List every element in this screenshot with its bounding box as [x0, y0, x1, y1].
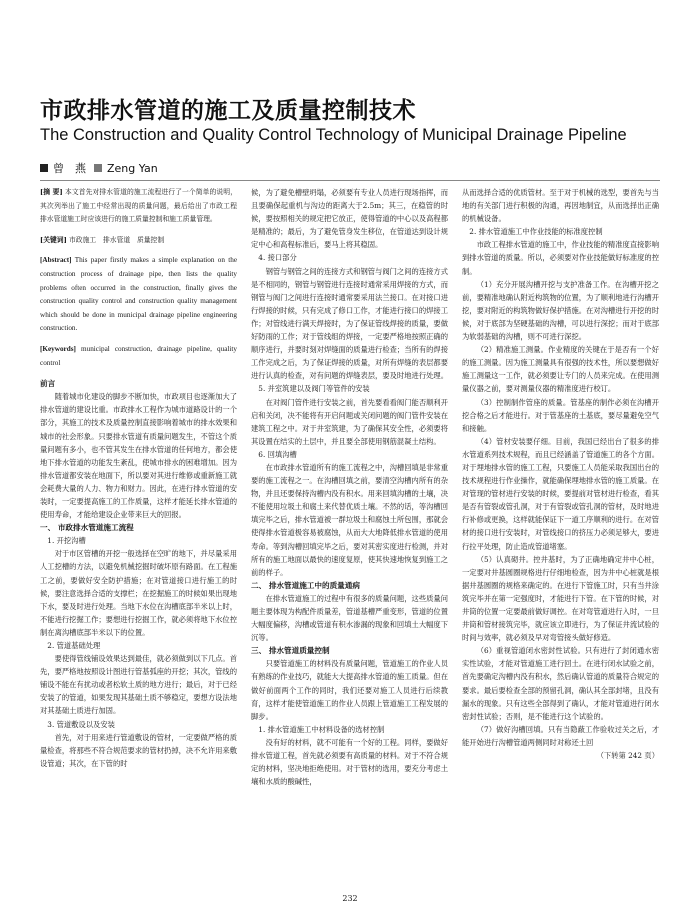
subsection-heading: 6. 回填沟槽 — [258, 449, 297, 459]
abstract-cn: [摘 要] 本文首先对排水管道的施工流程进行了一个简单的说明，其次列举出了施工中经常出现的质量问题，最后给出了市政工程排水管道施工时应该进行的施工质量控制和施工质量管理。 — [40, 188, 237, 224]
section-heading: 三、 排水管道质量控制 — [251, 646, 330, 656]
header-divider — [40, 180, 660, 181]
subsection-heading: 5. 并室筑建以及阀门等管件的安装 — [258, 384, 370, 394]
list-item: （1）充分开展沟槽开挖与支护准备工作。在沟槽开挖之前，要精准地确认附近构筑物的位置，为了顺利地进行沟槽开挖，要对附近的构筑物做好保护措施。在对沟槽进行开挖的时候，对于底部为坚硬基础的沟槽，可以进行深挖；而对于底部为软弱基础的沟槽，则不可进行深挖。 — [462, 279, 659, 342]
paragraph: 要使得管线铺设效果达到最佳，就必须做到以下几点。首先，要严格地按照设计图进行管基弧座的开挖；其次，管线的铺设不能在有扰动或者松软土质的地方进行；最后，对于已经安装了的管道，如果发现其基础土质不够稳定，要想方设法地对其基础土质进行加固。 — [40, 654, 237, 716]
paragraph: 在市政排水管道所有的施工流程之中，沟槽回填是非常重要的施工流程之一。在沟槽回填之前，要清空沟槽内所有的杂物，并且还要保持沟槽内没有积水。用来回填沟槽的土壤，决不能使用垃圾土和腐土来代替优质土壤。不然的话，等沟槽回填完毕之后，排水管道被一群垃圾土和腐蚀土所包围，那就会使得排水管道极容易被腐蚀，从而大大地降低排水管道的使用寿命。等到沟槽回填完毕之后，要对其密实度进行检测，并对所有的施工地面以最快的速度复原，使其快速地恢复到施工之前的样子。 — [251, 462, 448, 577]
author-cn: 曾 燕 — [53, 162, 86, 175]
section-heading: 一、 市政排水管道施工流程 — [40, 523, 134, 533]
subsection-heading: 4. 接口部分 — [258, 253, 297, 263]
page-number: 232 — [342, 894, 358, 903]
list-item: （7）做好沟槽回填。只有当隐蔽工作验收过关之后，才能开始进行沟槽管道两侧同时对称还土回 — [462, 724, 659, 747]
keywords-en: [Keywords] municipal construction, drainage pipeline, quality control — [40, 344, 237, 367]
paragraph: 在排水管道施工的过程中有很多的质量问题，这些质量问题主要体现为构配件质量差，管道基槽严重变形，管道的位置大幅度偏移，沟槽或管道有积水渗漏的现象和回填土大幅度下沉等。 — [251, 593, 448, 643]
list-item: （4）管材安装要仔细。目前，我国已经出台了很多的排水管道系列技术规程，而且已经涵盖了管道施工的各个方面。对于埋地排水管的施工工程，只要施工人员能采取我国出台的技术规程进行作业操作，就能确保埋地排水管的施工质量。在对管现的管材进行安装的时候，要提前对管材进行检查，看其是否有管裂或管孔洞，对于有管裂或管孔洞的管材，及时地进行补修或更换，这样就能保证下一道工序顺利的进行。在对管材的接口进行安装时，对管线接口的挤压力必须足够大，要进行拉平处理，防止造成管道堵塞。 — [462, 436, 659, 551]
keywords-cn: [关键词] 市政施工 排水管道 质量控制 — [40, 235, 165, 244]
title-chinese: 市政排水管道的施工及质量控制技术 — [40, 98, 416, 124]
subsection-heading: 3. 管道敷设以及安装 — [47, 719, 115, 729]
continuation-note: （下转第 242 页） — [596, 751, 659, 761]
foreword-heading: 前言 — [40, 379, 56, 389]
column-1 — [40, 186, 237, 886]
paragraph: 没有好的材料，就不可能有一个好的工程。同样，要做好排水管道工程，首先就必须要有高质量的材料。对于不符合规定的材料，坚决地拒绝使用。对于管材的选用，要充分考虑土壤和水质的酸碱性， — [251, 737, 448, 787]
paragraph: 对于市区管槽的开挖一般选择在空旷的地下，并尽量采用人工挖槽的方法，以避免机械挖掘时破坏原有路面。在工程施工之前，要做好安全防护措施；在对管道接口进行施工的时候，要注意选择合适的支撑栏；在挖掘施工的时候如果出现地下水，要及时进行处理。当地下水位在沟槽底部半米以上时，不能进行挖掘工作；要想进行挖掘工作，就必须将地下水位控制在离沟槽底部半米以下的位置。 — [40, 549, 237, 637]
list-item: （6）重视管道闭水密封性试验。只有进行了封闭通水密实性试验，才能对管道施工进行回土。在进行闭水试验之前，首先要确定沟槽内没有积水，然后确认管道的质量符合规定的要求。最后要检查全部的预留孔洞，确认其全部封堵，且没有漏水的现象。只有这些全部得到了确认，才能对管道进行闭水密封性试验；否则，是不能进行这个试验的。 — [462, 646, 659, 721]
foreword-body: 随着城市化建设的脚步不断加快，市政项目也逐渐加大了排水管道的建设比重。市政排水工程作为城市道路设计的一个部分，其施工的技术及质量控制直接影响着城市的排水效果和城市的社会形象。只要排水管道有质量问题发生，不管这个质量问题有多小，也不管其发生在排水管道的任何地方，都会使地下排水管道的功能发生紊乱，使城市排水的困难增加。因为排水管道都安装在地面下，所以要对其进行维修或重新施工就会耗费大量的人力、物力和财力。因此，在进行排水管道的安装时，一定要提高施工的工作质量，这样才能延长排水管道的使用寿命，才能给建设企业带来巨大的回报。 — [40, 392, 237, 520]
list-item: （3）控制制作管座的质量。管基座的制作必须在沟槽开挖合格之后才能进行。对于管基座的土基底，要尽量避免空气和接触。 — [462, 397, 659, 433]
subsection-heading: 2. 管道基础处理 — [47, 641, 101, 650]
subsection-heading: 2. 排水管道施工中作业技能的标准度控制 — [469, 227, 603, 237]
paragraph: 首先，对于用来进行管道敷设的管材，一定要做严格的质量检查，将那些不符合规范要求的管材扔掉，决不允许用来敷设管道；其次，在下管的时 — [40, 732, 237, 768]
author-en: Zeng Yan — [107, 162, 158, 175]
square-bullet-icon — [94, 164, 102, 172]
list-item: （2）精准施工测量。作业精度的关键在于是否有一个好的施工测量。因为施工测量具有很强的技术性，所以要想做好施工测量这一工作，就必须要让专门的人员来完成。在使用测量仪器之前，要对测量仪器的精准度进行校订。 — [462, 345, 659, 394]
paragraph: 只要管道施工的材料没有质量问题，管道施工的作业人员有熟练的作业技巧，就能大大提高排水管道的施工质量。但在做好前面两个工作的同时，我们还要对施工人员进行后续教育，这样才能使管道施工的作业人员跟上管道施工工程发展的脚步。 — [251, 659, 448, 721]
paragraph: 市政工程排水管道的施工中，作业技能的精准度直接影响到排水管道的质量。所以，必须要对作业技能做好标准度的控制。 — [462, 240, 659, 276]
subsection-heading: 1. 开挖沟槽 — [47, 536, 86, 546]
paragraph: 从而选择合适的优质管材。至于对于机械的选型，要首先与当地的有关部门进行积极的沟通，再因地制宜，从而选择出正确的机械设备。 — [462, 188, 659, 224]
author-line — [40, 160, 158, 176]
title-english: The Construction and Quality Control Technology of Municipal Drainage Pipeline — [40, 126, 627, 144]
section-heading: 二、 排水管道施工中的质量通病 — [251, 580, 360, 590]
paragraph: 钢管与钢管之间的连接方式和钢管与阀门之间的连接方式是不相同的，钢管与钢管进行连接时通常采用焊接的方式，而钢管与阀门之间进行连接时通常要采用法兰接口。在对接口进行焊接的时候，只有完成了修口工作，才能进行接口的焊接工作；对管线进行满天焊接时，为了保证管线焊接的质量，要做好防雨的工作；对于管线组的焊接，一定要严格地按照正确的顺序进行，并要时刻对焊缝面的质量进行检查；当所有的焊接工作完成之后，为了保证焊接的质量，对所有焊缝的表层都要进行认真的检查，对有问题的焊缝表层，要及时地进行处理。 — [251, 266, 448, 381]
column-3 — [462, 186, 659, 886]
abstract-en: [Abstract] This paper firstly makes a simple explanation on the construction process of drainage pipe, then lists the quality problems often occurred in the construction, finally gives the construction quality control and construction quality management which should be done in municipal drainage pipeline engineering construction. — [40, 256, 237, 333]
column-2 — [251, 186, 448, 886]
list-item: （5）认真砌井。控井基时，为了正确地确定井中心桩，一定要对井基圆圈规格进行仔细地检查，因为井中心桩就是根据井基圆圈的规格来确定的。在进行下管施工时，只有当井涂筑完毕并在第一定强度时，才能进行下管。在下管的时候，对井筒的位置一定要最前做好调控。在对弯管道进行入时，一旦井筒和管材接筑完毕，就应该立即进行，为了保证井流试验的时间与效率，就必须及早对弯管接头做好修造。 — [462, 554, 659, 643]
paragraph: 在对阀门管件进行安装之前，首先要看看阀门能否顺利开启和关闭，决不能将有开启问题或关闭问题的阀门管件安装在建筑工程之中。对于井室筑建，为了确保其安全性，必须要将其设置在结实的土层中，并且要全部使用钢筋混凝土结构。 — [251, 397, 448, 446]
square-bullet-icon — [40, 164, 48, 172]
paragraph: 候，为了避免槽壁坍塌，必须要有专业人员进行现场指挥，而且要确保起重机与沟边的距离大于2.5m；其三，在稳管的时候，要按照相关的规定把它放正，使得管道的中心以及高程都是精准的；最后，为了避免管身发生移位，在管道达到设计规定中心和高程标准后，要马上将其稳固。 — [251, 188, 448, 250]
subsection-heading: 1. 排水管道施工中材料设备的选材控制 — [258, 724, 385, 734]
